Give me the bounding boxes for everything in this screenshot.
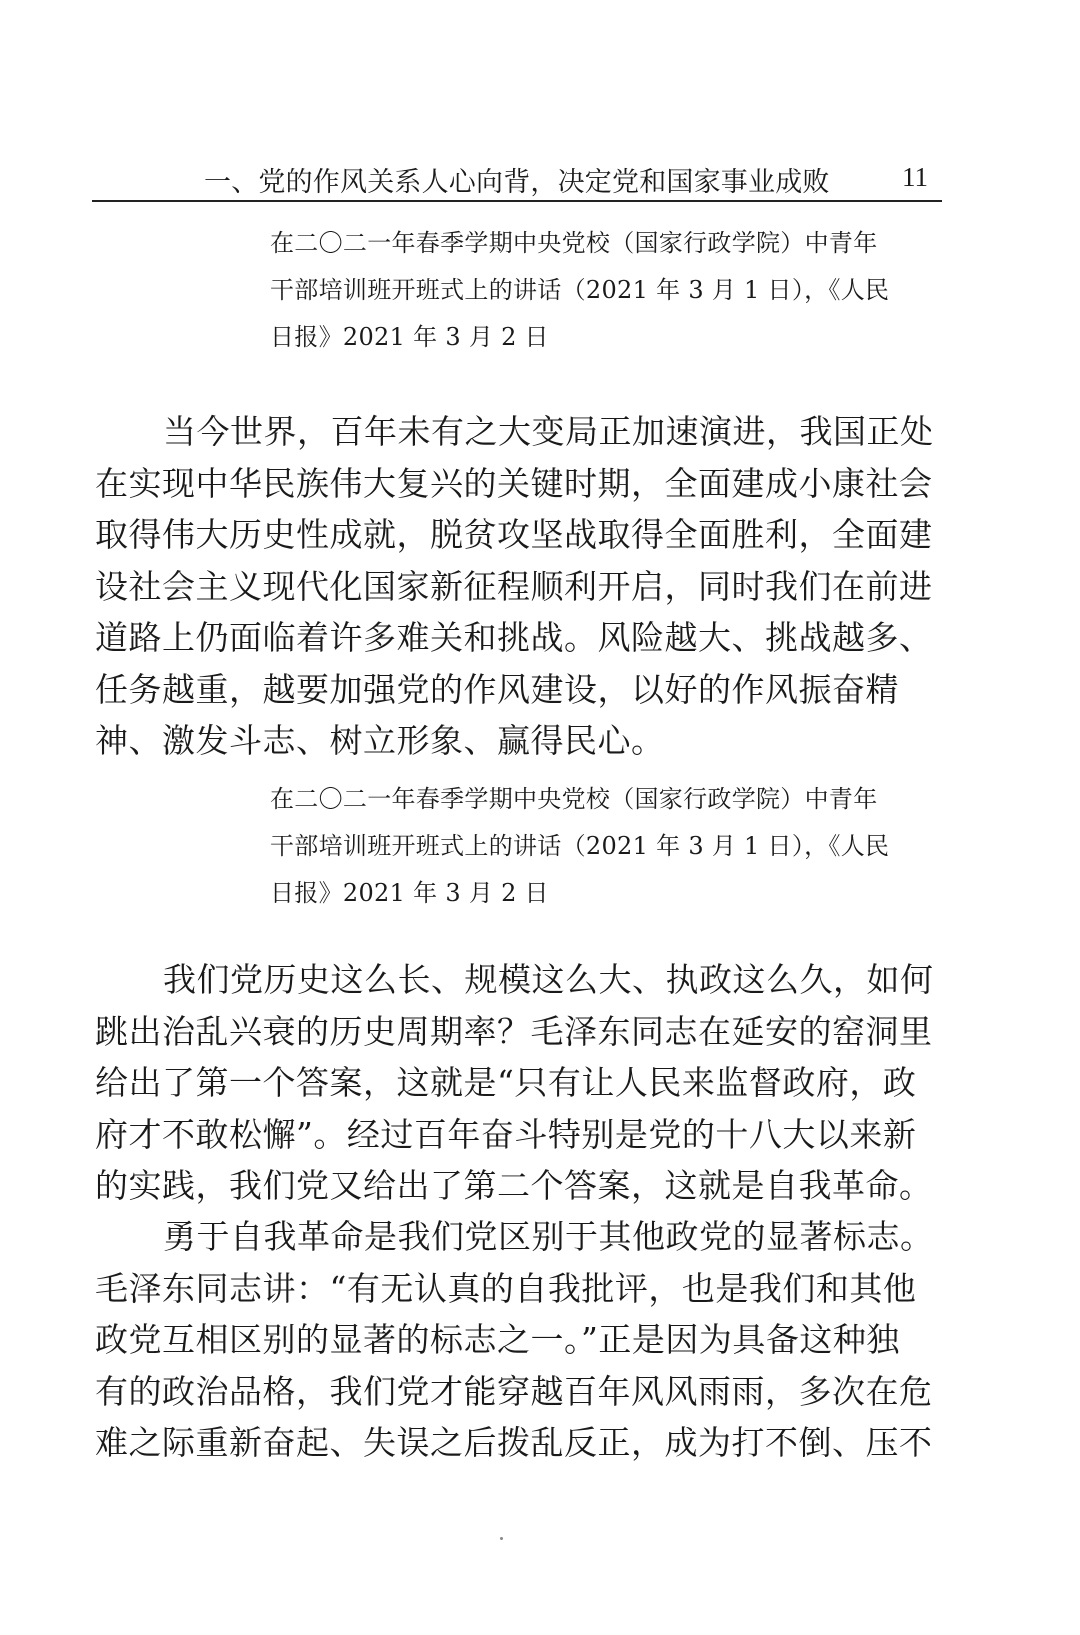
running-head xyxy=(92,150,942,202)
paragraph-line: 给出了第一个答案，这就是“只有让人民来监督政府，政 xyxy=(95,1063,917,1102)
paragraph-line: 难之际重新奋起、失误之后拨乱反正，成为打不倒、压不 xyxy=(95,1423,933,1462)
paragraph-line: 神、激发斗志、树立形象、赢得民心。 xyxy=(95,721,665,760)
page-number: 11 xyxy=(902,162,928,192)
source-citation-1 xyxy=(270,220,956,361)
paragraph-line: 有的政治品格，我们党才能穿越百年风风雨雨，多次在危 xyxy=(95,1371,933,1411)
scan-speck xyxy=(500,1537,503,1540)
paragraph-line: 在实现中华民族伟大复兴的关键时期，全面建成小康社会 xyxy=(95,463,933,503)
paragraph-line: 的实践，我们党又给出了第二个答案，这就是自我革命。 xyxy=(95,1166,933,1205)
citation-line: 日报》2021 年 3 月 2 日 xyxy=(270,879,549,907)
citation-line: 日报》2021 年 3 月 2 日 xyxy=(270,323,549,351)
paragraph-line: 取得伟大历史性成就，脱贫攻坚战取得全面胜利，全面建 xyxy=(95,515,933,554)
paragraph-line: 设社会主义现代化国家新征程顺利开启，同时我们在前进 xyxy=(95,566,933,606)
header-rule xyxy=(92,200,942,202)
paragraph-line: 任务越重，越要加强党的作风建设，以好的作风振奋精 xyxy=(95,669,899,709)
paragraph-line: 勇于自我革命是我们党区别于其他政党的显著标志。 xyxy=(163,1217,934,1256)
quote-paragraph-1 xyxy=(95,406,963,767)
citation-line: 在二〇二一年春季学期中央党校（国家行政学院）中青年 xyxy=(270,229,878,257)
source-citation-2 xyxy=(270,776,956,917)
chapter-title: 一、党的作风关系人心向背，决定党和国家事业成败 xyxy=(204,167,830,198)
citation-line: 干部培训班开班式上的讲话（2021 年 3 月 1 日），《人民 xyxy=(270,276,890,304)
quote-paragraph-3 xyxy=(95,1211,963,1469)
paragraph-line: 府才不敢松懈”。经过百年奋斗特别是党的十八大以来新 xyxy=(95,1114,917,1154)
paragraph-line: 当今世界，百年未有之大变局正加速演进，我国正处 xyxy=(163,412,934,451)
paragraph-line: 政党互相区别的显著的标志之一。”正是因为具备这种独 xyxy=(95,1320,900,1359)
paragraph-line: 跳出治乱兴衰的历史周期率？毛泽东同志在延安的窑洞里 xyxy=(95,1011,933,1051)
paragraph-line: 我们党历史这么长、规模这么大、执政这么久，如何 xyxy=(163,960,934,999)
paragraph-line: 毛泽东同志讲：“有无认真的自我批评，也是我们和其他 xyxy=(95,1268,917,1308)
paragraph-line: 道路上仍面临着许多难关和挑战。风险越大、挑战越多、 xyxy=(95,618,933,657)
quote-paragraph-2 xyxy=(95,954,963,1212)
citation-line: 在二〇二一年春季学期中央党校（国家行政学院）中青年 xyxy=(270,785,878,813)
citation-line: 干部培训班开班式上的讲话（2021 年 3 月 1 日），《人民 xyxy=(270,832,890,860)
